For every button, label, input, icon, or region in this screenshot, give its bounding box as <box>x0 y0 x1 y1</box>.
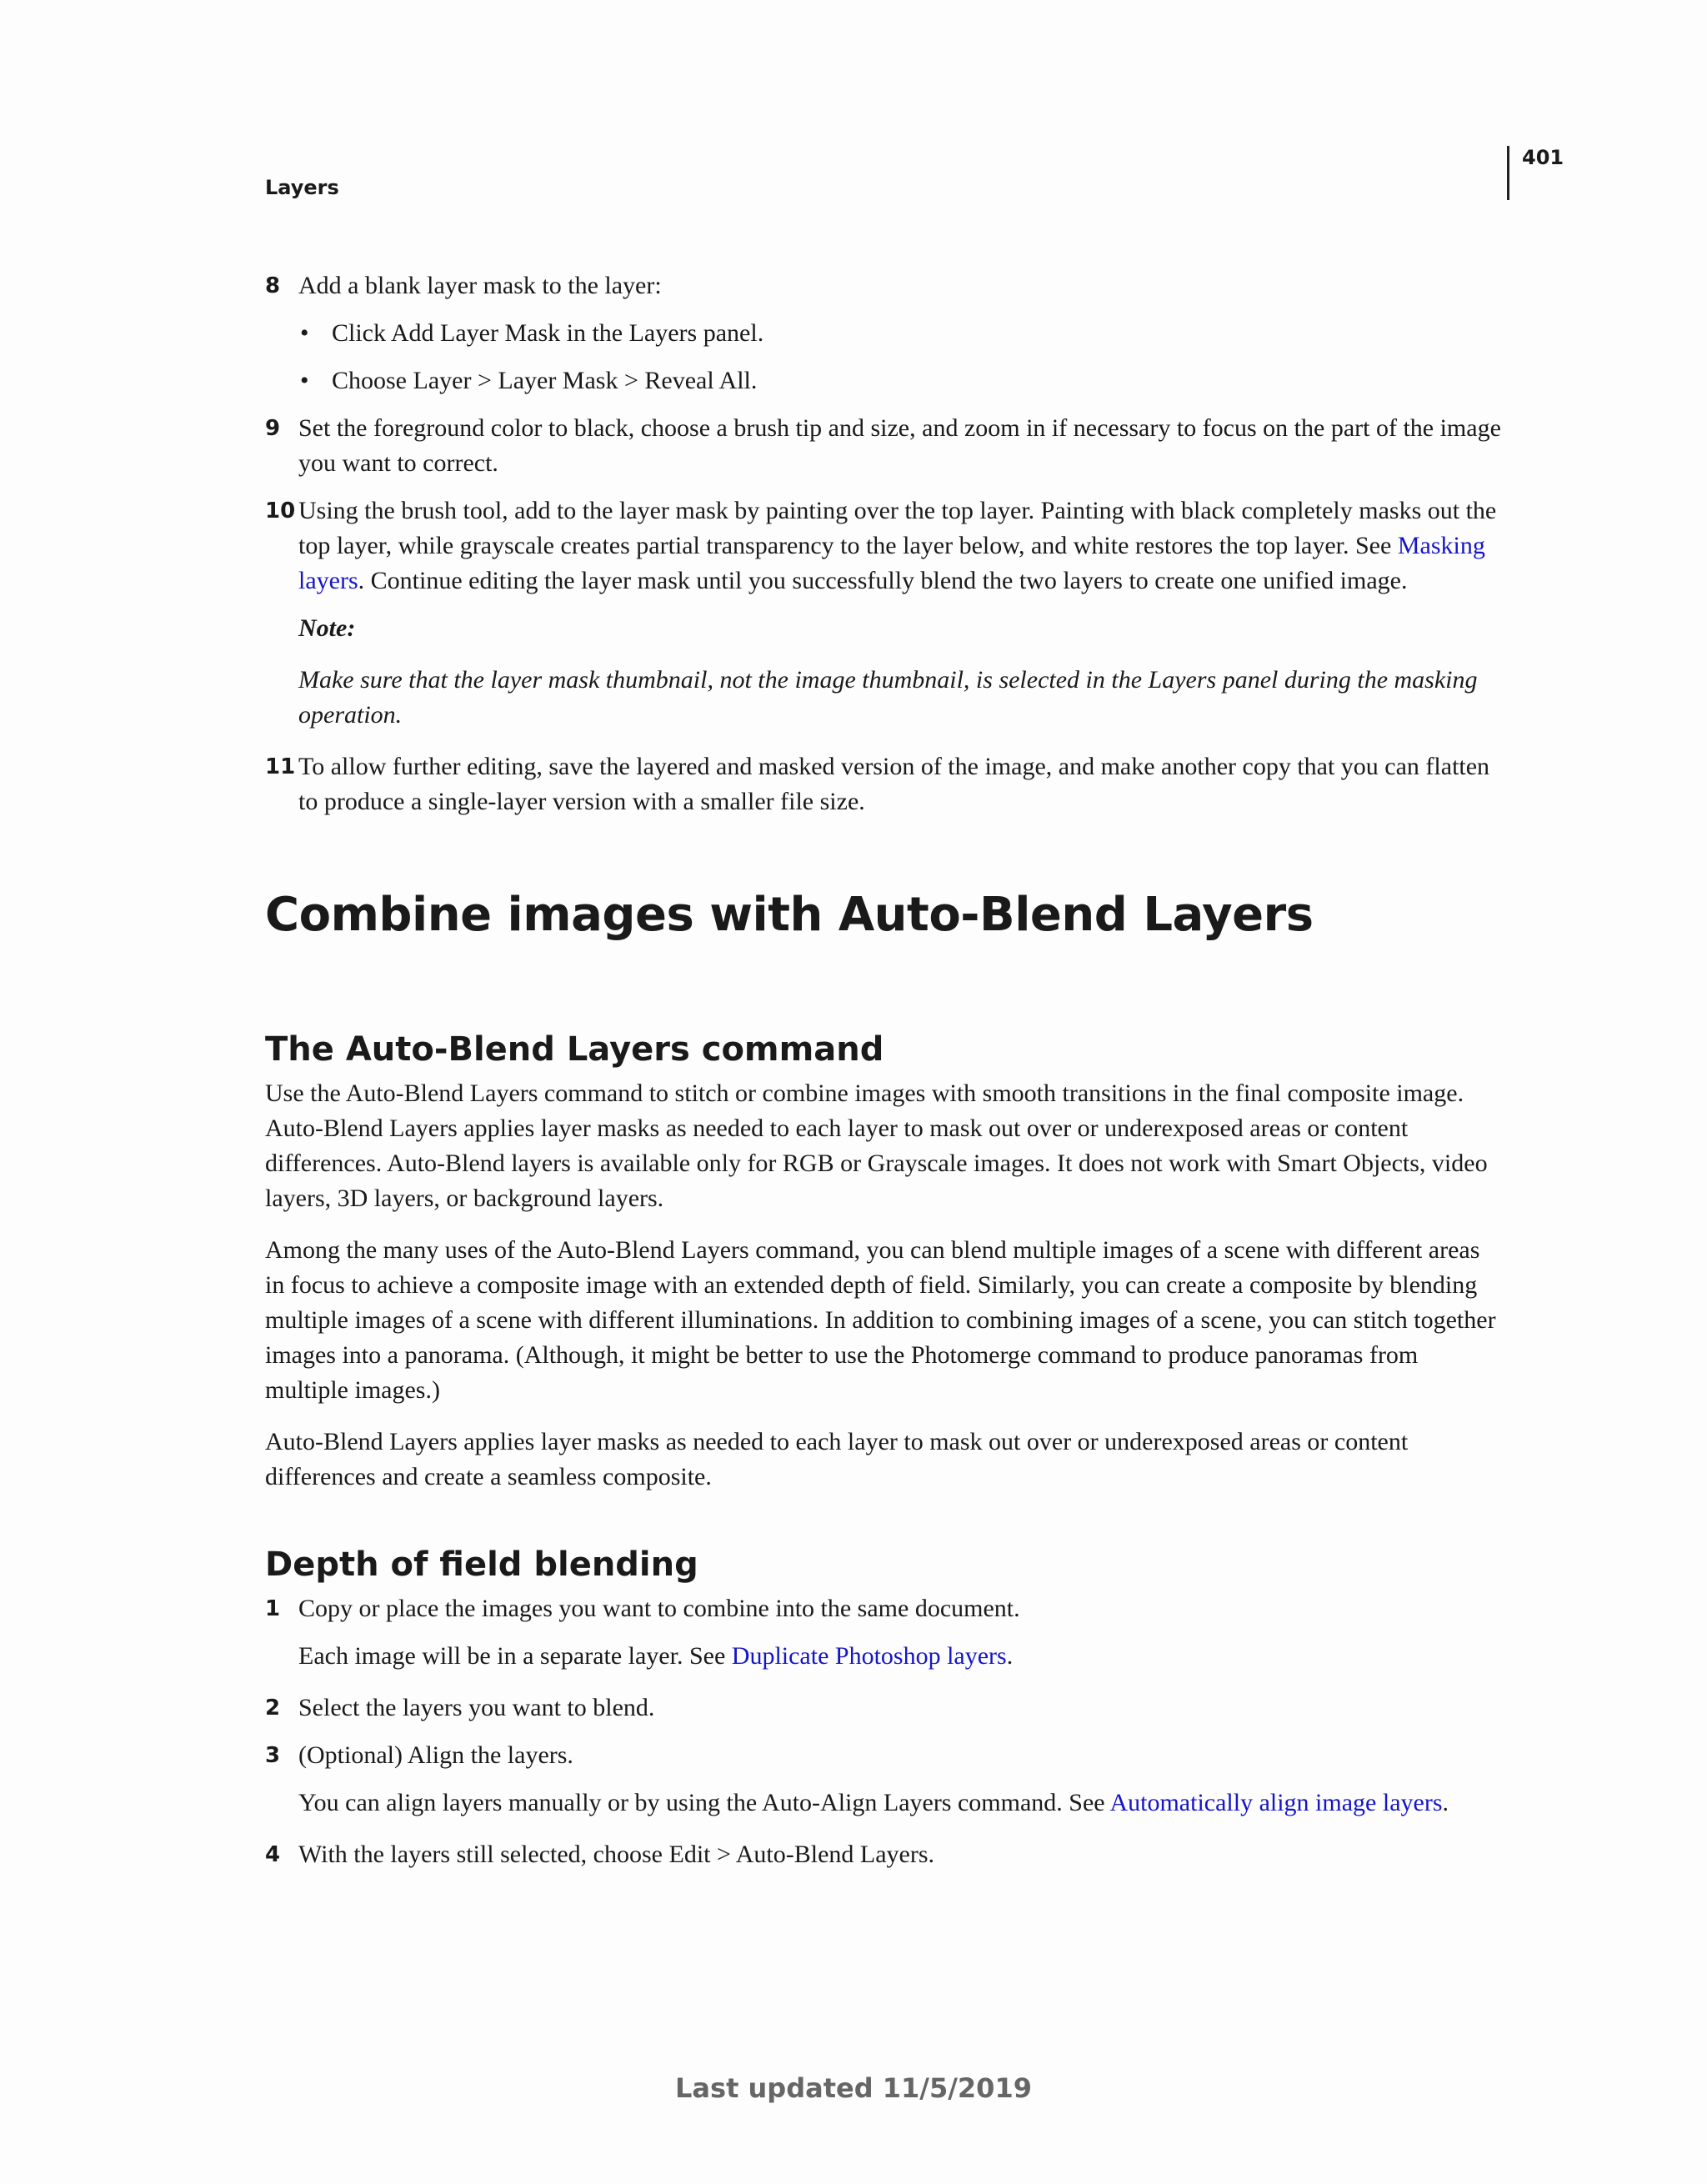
bullet-item <box>265 316 1503 351</box>
bullet-text: Click Add Layer Mask in the Layers panel. <box>332 319 764 347</box>
step-text: Select the layers you want to blend. <box>298 1694 655 1721</box>
step-number: 8 <box>265 273 281 298</box>
bullet-item <box>265 363 1503 398</box>
step-number: 4 <box>265 1842 281 1867</box>
bullet-dot: • <box>300 319 309 347</box>
note-label: Note: <box>298 614 356 642</box>
step-detail: You can align layers manually or by using the Auto-Align Layers command. See Automatically align image layers. <box>298 1789 1449 1816</box>
page-number: 401 <box>1522 146 1564 169</box>
step-number: 2 <box>265 1696 281 1721</box>
step-text: (Optional) Align the layers. <box>298 1741 573 1769</box>
paragraph: Among the many uses of the Auto-Blend Layers command, you can blend multiple images of a scene with different areas in focus to achieve a composite image with an extended depth of field. Similarly, you can create a composite by blending multiple images of a scene with different illuminations. In addition to combining images of a scene, you can stitch together images into a panorama. (Although, it might be better to use the Photomerge command to produce panoramas from multiple images.) <box>265 1236 1496 1404</box>
step-10 <box>265 493 1503 599</box>
masking-layers-link[interactable]: Masking layers <box>298 532 1485 594</box>
paragraph: Auto-Blend Layers applies layer masks as needed to each layer to mask out over or underexposed areas or content differences and create a seamless composite. <box>265 1428 1409 1490</box>
step-text: Set the foreground color to black, choose a brush tip and size, and zoom in if necessary to focus on the part of the image you want to correct. <box>298 414 1501 477</box>
step-1 <box>265 1591 1503 1626</box>
step-text: Using the brush tool, add to the layer mask by painting over the top layer. Painting with black completely masks out the top layer, while grayscale creates partial transparency to the layer below, and white restores the top layer. See <box>298 497 1497 559</box>
step-2 <box>265 1691 1503 1726</box>
step-4 <box>265 1837 1503 1872</box>
section-heading: Depth of field blending <box>265 1545 698 1584</box>
paragraph: Use the Auto-Blend Layers command to stitch or combine images with smooth transitions in the final composite image. Auto-Blend Layers applies layer masks as needed to each layer to mask out over or underexposed areas or content differences. Auto-Blend layers is available only for RGB or Grayscale images. It does not work with Smart Objects, video layers, 3D layers, or background layers. <box>265 1079 1488 1212</box>
bullet-text: Choose Layer > Layer Mask > Reveal All. <box>332 367 758 394</box>
step-3 <box>265 1738 1503 1773</box>
step-number: 11 <box>265 754 296 779</box>
step-number: 10 <box>265 498 296 523</box>
step-number: 3 <box>265 1743 281 1768</box>
footer-last-updated: Last updated 11/5/2019 <box>675 2072 1032 2104</box>
step-text: Add a blank layer mask to the layer: <box>298 272 662 299</box>
header-rule <box>1507 146 1509 200</box>
chapter-title: Combine images with Auto-Blend Layers <box>265 888 1314 942</box>
step-9 <box>265 411 1503 481</box>
duplicate-photoshop-layers-link[interactable]: Duplicate Photoshop layers <box>731 1642 1007 1670</box>
step-text: With the layers still selected, choose Edit > Auto-Blend Layers. <box>298 1841 935 1868</box>
bullet-dot: • <box>300 367 309 394</box>
step-detail: Each image will be in a separate layer. See Duplicate Photoshop layers. <box>298 1642 1014 1670</box>
note-text: Make sure that the layer mask thumbnail, not the image thumbnail, is selected in the Layers panel during the masking operation. <box>298 666 1478 729</box>
auto-align-layers-link[interactable]: Automatically align image layers <box>1109 1789 1443 1816</box>
running-header-section: Layers <box>265 176 339 199</box>
step-number: 9 <box>265 416 281 441</box>
section-heading: The Auto-Blend Layers command <box>265 1030 884 1069</box>
step-text: To allow further editing, save the layered and masked version of the image, and make another copy that you can flatten to produce a single-layer version with a smaller file size. <box>298 753 1490 815</box>
step-number: 1 <box>265 1596 281 1621</box>
step-11 <box>265 749 1503 819</box>
page-content <box>265 268 1503 1885</box>
step-text: . Continue editing the layer mask until you successfully blend the two layers to create one unified image. <box>358 567 1408 594</box>
step-text: Copy or place the images you want to combine into the same document. <box>298 1595 1020 1622</box>
step-8 <box>265 268 1503 303</box>
